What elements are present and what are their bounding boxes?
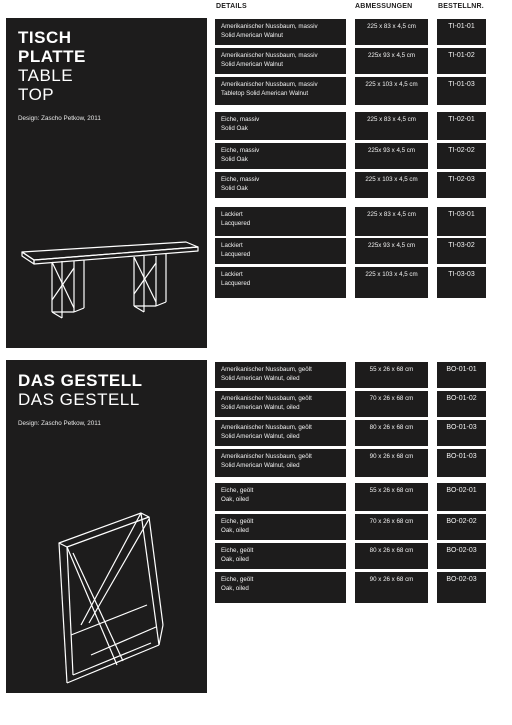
table-row: Eiche, geölt Oak, oiled — [215, 483, 346, 511]
order-number-cell: BO-01-02 — [437, 391, 486, 417]
dimension-cell: 225x 93 x 4,5 cm — [355, 48, 428, 74]
dimension-cell: 90 x 26 x 68 cm — [355, 572, 428, 603]
header-order-number: BESTELLNR. — [438, 3, 484, 10]
order-number-cell: TI-02-01 — [437, 112, 486, 140]
table-row: Eiche, geölt Oak, oiled — [215, 514, 346, 540]
table-row: Amerikanischer Nussbaum, geölt Solid American Walnut, oiled — [215, 420, 346, 446]
order-number-cell: TI-03-01 — [437, 207, 486, 236]
table-row: Amerikanischer Nussbaum, geölt Solid American Walnut, oiled — [215, 391, 346, 417]
header-dimensions: ABMESSUNGEN — [355, 3, 413, 10]
table-row: Eiche, geölt Oak, oiled — [215, 572, 346, 603]
order-number-cell: BO-01-01 — [437, 362, 486, 388]
table-row: Lackiert Lacquered — [215, 238, 346, 264]
dimension-cell: 225x 93 x 4,5 cm — [355, 143, 428, 169]
dimension-cell: 225 x 83 x 4,5 cm — [355, 207, 428, 236]
order-number-cell: TI-01-02 — [437, 48, 486, 74]
dimension-cell: 225x 93 x 4,5 cm — [355, 238, 428, 264]
order-number-cell: BO-02-02 — [437, 514, 486, 540]
dimension-cell: 90 x 26 x 68 cm — [355, 449, 428, 477]
table-row: Amerikanischer Nussbaum, massiv Solid American Walnut — [215, 19, 346, 45]
table-illustration-icon — [16, 238, 201, 328]
dimension-cell: 225 x 103 x 4,5 cm — [355, 267, 428, 298]
table-row: Eiche, geölt Oak, oiled — [215, 543, 346, 569]
dimension-cell: 225 x 103 x 4,5 cm — [355, 77, 428, 105]
table-row: Amerikanischer Nussbaum, geölt Solid American Walnut, oiled — [215, 449, 346, 477]
table-row: Eiche, massiv Solid Oak — [215, 112, 346, 140]
table-row: Eiche, massiv Solid Oak — [215, 143, 346, 169]
section1-title-line3: TABLE — [18, 66, 74, 85]
table-row: Eiche, massiv Solid Oak — [215, 172, 346, 198]
order-number-cell: TI-01-01 — [437, 19, 486, 45]
dimension-cell: 70 x 26 x 68 cm — [355, 514, 428, 540]
order-number-cell: TI-02-03 — [437, 172, 486, 198]
order-number-cell: TI-01-03 — [437, 77, 486, 105]
order-number-cell: BO-02-03 — [437, 543, 486, 569]
order-number-cell: BO-01-03 — [437, 420, 486, 446]
section1-title-line2: PLATTE — [18, 47, 86, 66]
dimension-cell: 80 x 26 x 68 cm — [355, 543, 428, 569]
table-row: Lackiert Lacquered — [215, 207, 346, 236]
table-row: Amerikanischer Nussbaum, geölt Solid American Walnut, oiled — [215, 362, 346, 388]
order-number-cell: BO-02-03 — [437, 572, 486, 603]
dimension-cell: 55 x 26 x 68 cm — [355, 362, 428, 388]
trestle-panel — [6, 360, 207, 693]
dimension-cell: 225 x 103 x 4,5 cm — [355, 172, 428, 198]
table-row: Amerikanischer Nussbaum, massiv Tabletop Solid American Walnut — [215, 77, 346, 105]
order-number-cell: TI-03-03 — [437, 267, 486, 298]
dimension-cell: 80 x 26 x 68 cm — [355, 420, 428, 446]
header-details: DETAILS — [216, 3, 247, 10]
section1-title-line4: TOP — [18, 85, 55, 104]
section2-title-line1: DAS GESTELL — [18, 371, 143, 390]
trestle-illustration-icon — [51, 505, 166, 685]
table-row: Amerikanischer Nussbaum, massiv Solid American Walnut — [215, 48, 346, 74]
table-row: Lackiert Lacquered — [215, 267, 346, 298]
section1-title-line1: TISCH — [18, 28, 72, 47]
dimension-cell: 55 x 26 x 68 cm — [355, 483, 428, 511]
section2-title-line2: DAS GESTELL — [18, 390, 140, 409]
dimension-cell: 225 x 83 x 4,5 cm — [355, 112, 428, 140]
tabletop-panel — [6, 18, 207, 348]
order-number-cell: BO-01-03 — [437, 449, 486, 477]
section1-designer: Design: Zascho Petkow, 2011 — [18, 115, 101, 122]
section2-designer: Design: Zascho Petkow, 2011 — [18, 420, 101, 427]
order-number-cell: TI-03-02 — [437, 238, 486, 264]
dimension-cell: 70 x 26 x 68 cm — [355, 391, 428, 417]
order-number-cell: BO-02-01 — [437, 483, 486, 511]
dimension-cell: 225 x 83 x 4,5 cm — [355, 19, 428, 45]
order-number-cell: TI-02-02 — [437, 143, 486, 169]
